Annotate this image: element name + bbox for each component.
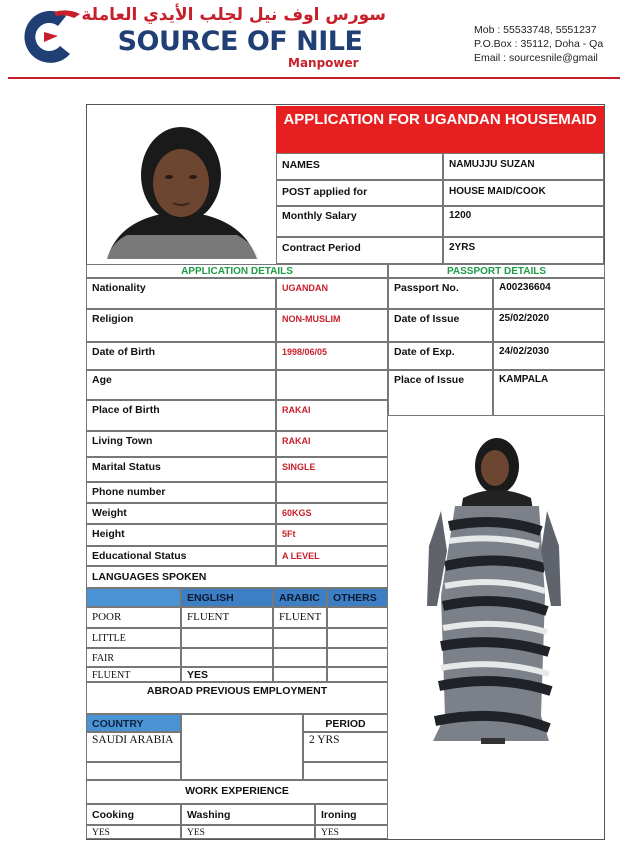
company-arabic-name: سورس اوف نيل لجلب الأيدي العاملة (81, 5, 386, 25)
english-poor: FLUENT (181, 607, 273, 628)
passport-no-value: A00236604 (493, 278, 605, 309)
languages-header-others: OTHERS (327, 588, 388, 607)
post-applied-label: POST applied for (276, 180, 443, 206)
work-cooking-value: YES (86, 825, 181, 839)
contact-email: Email : sourcesnile@gmail (474, 52, 598, 64)
work-ironing-value: YES (315, 825, 388, 839)
contact-po-box: P.O.Box : 35112, Doha - Qa (474, 38, 604, 50)
height-label: Height (86, 524, 276, 546)
language-level-poor: POOR (86, 607, 181, 628)
age-label: Age (86, 370, 276, 400)
place-of-birth-label: Place of Birth (86, 400, 276, 431)
company-logo (14, 6, 86, 68)
phone-number-value (276, 482, 388, 503)
previous-employment-title: ABROAD PREVIOUS EMPLOYMENT (86, 682, 388, 714)
date-of-birth-value: 1998/06/05 (276, 342, 388, 370)
country-header: COUNTRY (86, 714, 181, 732)
header-divider (8, 77, 620, 79)
english-fair (181, 648, 273, 667)
others-fair (327, 648, 388, 667)
employment-empty-country (86, 762, 181, 780)
weight-label: Weight (86, 503, 276, 524)
language-level-fair: FAIR (86, 648, 181, 667)
date-of-issue-label: Date of Issue (388, 309, 493, 342)
educational-status-label: Educational Status (86, 546, 276, 566)
languages-title: LANGUAGES SPOKEN (86, 566, 388, 588)
work-experience-title: WORK EXPERIENCE (86, 780, 388, 804)
passport-no-label: Passport No. (388, 278, 493, 309)
marital-status-label: Marital Status (86, 457, 276, 482)
work-washing-value: YES (181, 825, 315, 839)
phone-number-label: Phone number (86, 482, 276, 503)
form-title: APPLICATION FOR UGANDAN HOUSEMAID (276, 106, 604, 153)
nationality-value: UGANDAN (276, 278, 388, 309)
company-name: SOURCE OF NILE (117, 26, 363, 57)
previous-period-value: 2 YRS (303, 732, 388, 762)
date-of-birth-label: Date of Birth (86, 342, 276, 370)
languages-header-english: ENGLISH (181, 588, 273, 607)
previous-country-value: SAUDI ARABIA (86, 732, 181, 762)
language-level-fluent: FLUENT (86, 667, 181, 682)
place-of-birth-value: RAKAI (276, 400, 388, 431)
arabic-fluent (273, 667, 327, 682)
passport-details-title: PASSPORT DETAILS (388, 264, 605, 278)
portrait-photo (87, 105, 275, 259)
date-of-expiry-label: Date of Exp. (388, 342, 493, 370)
language-level-little: LITTLE (86, 628, 181, 648)
full-body-photo (389, 416, 604, 838)
monthly-salary-label: Monthly Salary (276, 206, 443, 237)
names-value: NAMUJJU SUZAN (443, 153, 604, 180)
date-of-issue-value: 25/02/2020 (493, 309, 605, 342)
company-subtitle: Manpower (288, 56, 359, 70)
contract-period-value: 2YRS (443, 237, 604, 264)
contract-period-label: Contract Period (276, 237, 443, 264)
english-fluent: YES (181, 667, 273, 682)
religion-label: Religion (86, 309, 276, 342)
place-of-issue-value: KAMPALA (493, 370, 605, 416)
contact-mobile: Mob : 55533748, 5551237 (474, 24, 597, 36)
living-town-value: RAKAI (276, 431, 388, 457)
english-little (181, 628, 273, 648)
height-value: 5Ft (276, 524, 388, 546)
date-of-expiry-value: 24/02/2030 (493, 342, 605, 370)
weight-value: 60KGS (276, 503, 388, 524)
religion-value: NON-MUSLIM (276, 309, 388, 342)
others-little (327, 628, 388, 648)
arabic-poor: FLUENT (273, 607, 327, 628)
languages-header-blank (86, 588, 181, 607)
application-details-title: APPLICATION DETAILS (86, 264, 388, 278)
others-poor (327, 607, 388, 628)
age-value (276, 370, 388, 400)
post-applied-value: HOUSE MAID/COOK (443, 180, 604, 206)
work-ironing-header: Ironing (315, 804, 388, 825)
period-header: PERIOD (303, 714, 388, 732)
nationality-label: Nationality (86, 278, 276, 309)
employment-middle-cell (181, 714, 303, 780)
languages-header-arabic: ARABIC (273, 588, 327, 607)
marital-status-value: SINGLE (276, 457, 388, 482)
employment-empty-period (303, 762, 388, 780)
monthly-salary-value: 1200 (443, 206, 604, 237)
work-washing-header: Washing (181, 804, 315, 825)
work-cooking-header: Cooking (86, 804, 181, 825)
names-label: NAMES (276, 153, 443, 180)
educational-status-value: A LEVEL (276, 546, 388, 566)
others-fluent (327, 667, 388, 682)
living-town-label: Living Town (86, 431, 276, 457)
arabic-fair (273, 648, 327, 667)
arabic-little (273, 628, 327, 648)
place-of-issue-label: Place of Issue (388, 370, 493, 416)
